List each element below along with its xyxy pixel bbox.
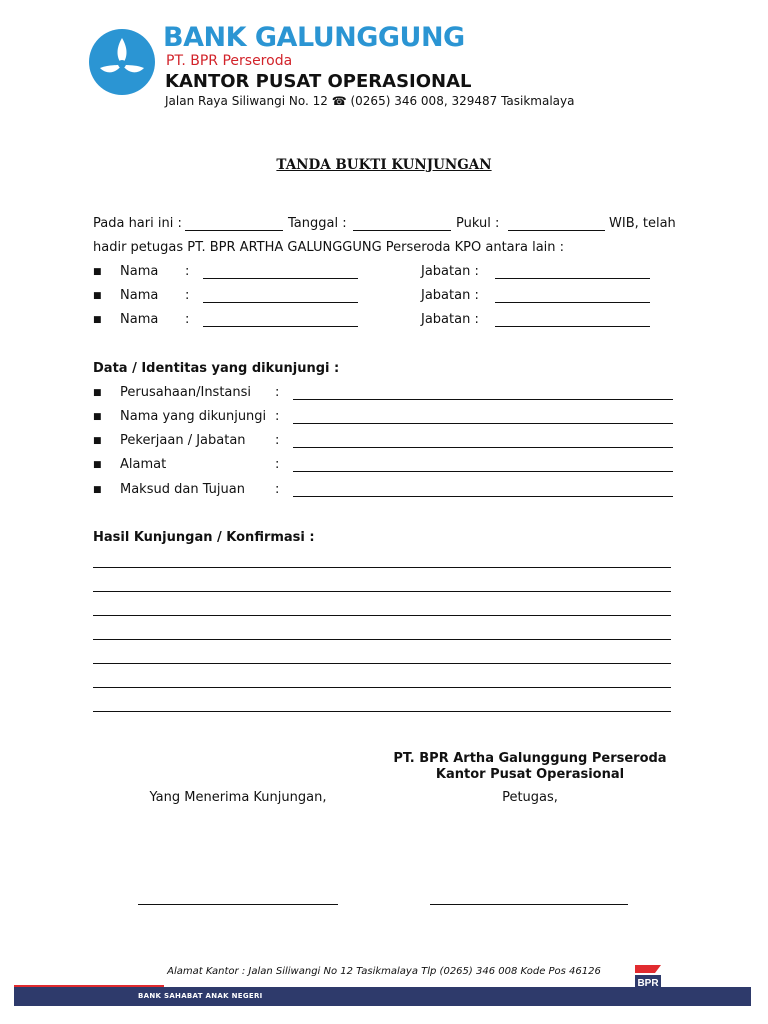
colon: : xyxy=(275,385,280,400)
bpr-logo-icon xyxy=(631,963,665,997)
identity-label: Perusahaan/Instansi xyxy=(120,385,252,400)
jabatan-label: Jabatan : xyxy=(421,312,479,327)
footer-address: Alamat Kantor : Jalan Siliwangi No 12 Tasikmalaya Tlp (0265) 346 008 Kode Pos 46126 xyxy=(167,966,601,977)
bullet-icon: ■ xyxy=(93,485,102,495)
result-line[interactable] xyxy=(93,639,671,640)
result-line[interactable] xyxy=(93,567,671,568)
identity-field[interactable] xyxy=(293,399,673,400)
pukul-field[interactable] xyxy=(508,230,605,231)
signature-org: PT. BPR Artha Galunggung Perseroda xyxy=(393,751,667,766)
tanggal-label: Tanggal : xyxy=(288,216,347,231)
hari-label: Pada hari ini : xyxy=(93,216,182,231)
result-line[interactable] xyxy=(93,615,671,616)
jabatan-field[interactable] xyxy=(495,302,650,303)
identity-label: Maksud dan Tujuan xyxy=(120,482,245,497)
bullet-icon: ■ xyxy=(93,291,102,301)
visit-intro: hadir petugas PT. BPR ARTHA GALUNGGUNG Perseroda KPO antara lain : xyxy=(93,240,565,255)
wib-label: WIB, telah xyxy=(609,216,676,231)
result-line[interactable] xyxy=(93,663,671,664)
bullet-icon: ■ xyxy=(93,436,102,446)
nama-label: Nama xyxy=(120,288,159,303)
officer-label: Petugas, xyxy=(502,790,558,805)
office-name: KANTOR PUSAT OPERASIONAL xyxy=(165,71,472,92)
receiver-signature-line[interactable] xyxy=(138,904,338,905)
colon: : xyxy=(275,457,280,472)
identity-heading: Data / Identitas yang dikunjungi : xyxy=(93,361,340,376)
jabatan-field[interactable] xyxy=(495,326,650,327)
bank-logo-icon xyxy=(88,28,156,96)
office-address xyxy=(165,94,575,109)
colon: : xyxy=(275,433,280,448)
address-phone: (0265) 346 008, 329487 Tasikmalaya xyxy=(350,94,575,108)
result-line[interactable] xyxy=(93,711,671,712)
nama-field[interactable] xyxy=(203,326,358,327)
signature-office: Kantor Pusat Operasional xyxy=(435,767,625,782)
address-street: Jalan Raya Siliwangi No. 12 xyxy=(165,94,328,108)
jabatan-field[interactable] xyxy=(495,278,650,279)
bpr-badge-text: BPR xyxy=(637,978,659,989)
colon: : xyxy=(185,264,190,279)
pukul-label: Pukul : xyxy=(456,216,500,231)
nama-label: Nama xyxy=(120,312,159,327)
jabatan-label: Jabatan : xyxy=(421,264,479,279)
colon: : xyxy=(185,312,190,327)
bullet-icon: ■ xyxy=(93,315,102,325)
nama-field[interactable] xyxy=(203,278,358,279)
identity-label: Nama yang dikunjungi xyxy=(120,409,267,424)
colon: : xyxy=(275,482,280,497)
nama-field[interactable] xyxy=(203,302,358,303)
colon: : xyxy=(185,288,190,303)
identity-label: Pekerjaan / Jabatan xyxy=(120,433,246,448)
jabatan-label: Jabatan : xyxy=(421,288,479,303)
page-title: TANDA BUKTI KUNJUNGAN xyxy=(276,157,492,173)
result-line[interactable] xyxy=(93,687,671,688)
result-line[interactable] xyxy=(93,591,671,592)
officer-signature-line[interactable] xyxy=(430,904,628,905)
bullet-icon: ■ xyxy=(93,267,102,277)
identity-field[interactable] xyxy=(293,496,673,497)
hari-field[interactable] xyxy=(185,230,283,231)
footer-slogan: BANK SAHABAT ANAK NEGERI xyxy=(138,992,263,1000)
bullet-icon: ■ xyxy=(93,412,102,422)
bank-name: BANK GALUNGGUNG xyxy=(163,22,465,53)
result-heading: Hasil Kunjungan / Konfirmasi : xyxy=(93,530,315,545)
identity-field[interactable] xyxy=(293,471,673,472)
company-name: PT. BPR Perseroda xyxy=(166,53,293,69)
identity-field[interactable] xyxy=(293,447,673,448)
receiver-label: Yang Menerima Kunjungan, xyxy=(149,790,327,805)
bullet-icon: ■ xyxy=(93,460,102,470)
identity-field[interactable] xyxy=(293,423,673,424)
bullet-icon: ■ xyxy=(93,388,102,398)
identity-label: Alamat xyxy=(120,457,167,472)
colon: : xyxy=(275,409,280,424)
phone-icon: ☎ xyxy=(331,94,347,108)
nama-label: Nama xyxy=(120,264,159,279)
tanggal-field[interactable] xyxy=(353,230,451,231)
